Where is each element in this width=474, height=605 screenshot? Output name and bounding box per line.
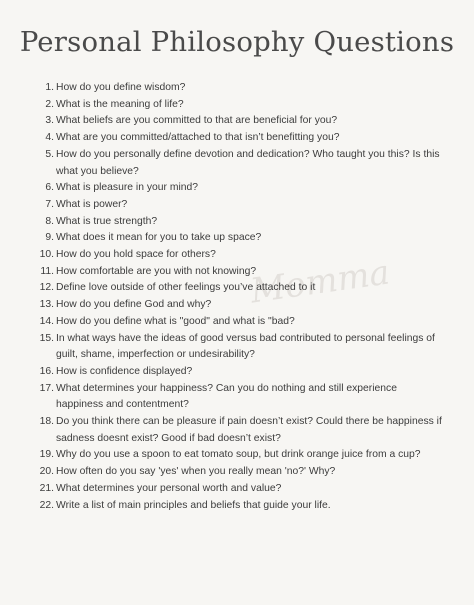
item-text: How do you define God and why? bbox=[56, 299, 212, 311]
item-number: 3. bbox=[45, 115, 54, 127]
item-text: Write a list of main principles and beliefs that guide your life. bbox=[56, 499, 331, 511]
item-number: 12. bbox=[39, 282, 54, 294]
item-text: How often do you say 'yes' when you really mean 'no?' Why? bbox=[56, 466, 336, 478]
item-text: In what ways have the ideas of good versus bad contributed to personal feelings of guilt, shame, imperfection or undesirability? bbox=[56, 332, 435, 361]
watermark: Momma bbox=[247, 252, 393, 312]
list-item bbox=[32, 331, 452, 364]
list-item bbox=[32, 381, 452, 414]
question-list bbox=[32, 80, 452, 514]
item-text: What determines your happiness? Can you do nothing and still experience happiness and contentment? bbox=[56, 382, 397, 411]
list-item bbox=[32, 481, 452, 498]
list-item bbox=[32, 297, 452, 314]
item-text: How do you define wisdom? bbox=[56, 82, 186, 93]
list-item bbox=[32, 447, 452, 464]
item-number: 1. bbox=[45, 82, 54, 93]
list-item bbox=[32, 113, 452, 130]
item-number: 17. bbox=[39, 382, 54, 394]
item-number: 14. bbox=[39, 315, 54, 327]
item-number: 10. bbox=[39, 249, 54, 261]
list-item bbox=[32, 280, 452, 297]
item-text: What determines your personal worth and value? bbox=[56, 482, 282, 494]
list-item bbox=[32, 147, 452, 180]
list-item bbox=[32, 464, 452, 481]
item-number: 15. bbox=[39, 332, 54, 344]
item-number: 8. bbox=[45, 215, 54, 227]
item-number: 21. bbox=[39, 482, 54, 494]
item-number: 9. bbox=[45, 232, 54, 244]
item-text: What is the meaning of life? bbox=[56, 98, 184, 110]
item-text: What is power? bbox=[56, 198, 128, 210]
item-number: 6. bbox=[45, 182, 54, 194]
item-text: Do you think there can be pleasure if pain doesn’t exist? Could there be happiness if sadness doesnt exist? Good if bad doesn’t exist? bbox=[56, 416, 442, 444]
item-text: What is true strength? bbox=[56, 215, 158, 227]
list-item bbox=[32, 364, 452, 381]
item-text: What is pleasure in your mind? bbox=[56, 182, 199, 194]
item-number: 18. bbox=[39, 416, 54, 428]
list-item bbox=[32, 414, 452, 447]
list-item bbox=[32, 130, 452, 147]
list-item bbox=[32, 197, 452, 214]
item-number: 16. bbox=[39, 365, 54, 377]
item-text: How is confidence displayed? bbox=[56, 365, 193, 377]
item-number: 13. bbox=[39, 299, 54, 311]
list-item bbox=[32, 264, 452, 281]
list-item bbox=[32, 498, 452, 515]
list-item bbox=[32, 214, 452, 231]
item-text: How do you define what is "good" and what is "bad? bbox=[56, 315, 295, 327]
item-number: 2. bbox=[45, 98, 54, 110]
item-number: 7. bbox=[45, 198, 54, 210]
list-item bbox=[32, 80, 452, 97]
item-number: 22. bbox=[39, 499, 54, 511]
item-number: 19. bbox=[39, 449, 54, 461]
list-item bbox=[32, 97, 452, 114]
list-item bbox=[32, 230, 452, 247]
page-title: Personal Philosophy Questions bbox=[19, 26, 455, 58]
item-text: Define love outside of other feelings you’ve attached to it bbox=[56, 282, 316, 294]
item-text: What does it mean for you to take up space? bbox=[56, 232, 262, 244]
item-text: How comfortable are you with not knowing? bbox=[56, 265, 257, 277]
item-number: 20. bbox=[39, 466, 54, 478]
item-number: 4. bbox=[45, 132, 54, 144]
item-text: How do you personally define devotion and dedication? Who taught you this? Is this what you believe? bbox=[56, 148, 440, 177]
list-item bbox=[32, 180, 452, 197]
item-text: What beliefs are you committed to that are beneficial for you? bbox=[56, 115, 338, 127]
item-text: Why do you use a spoon to eat tomato soup, but drink orange juice from a cup? bbox=[56, 449, 421, 461]
item-text: What are you committed/attached to that isn’t benefitting you? bbox=[56, 132, 340, 144]
list-item bbox=[32, 314, 452, 331]
list-item bbox=[32, 247, 452, 264]
item-number: 5. bbox=[45, 148, 54, 160]
item-number: 11. bbox=[40, 265, 54, 277]
item-text: How do you hold space for others? bbox=[56, 249, 216, 261]
